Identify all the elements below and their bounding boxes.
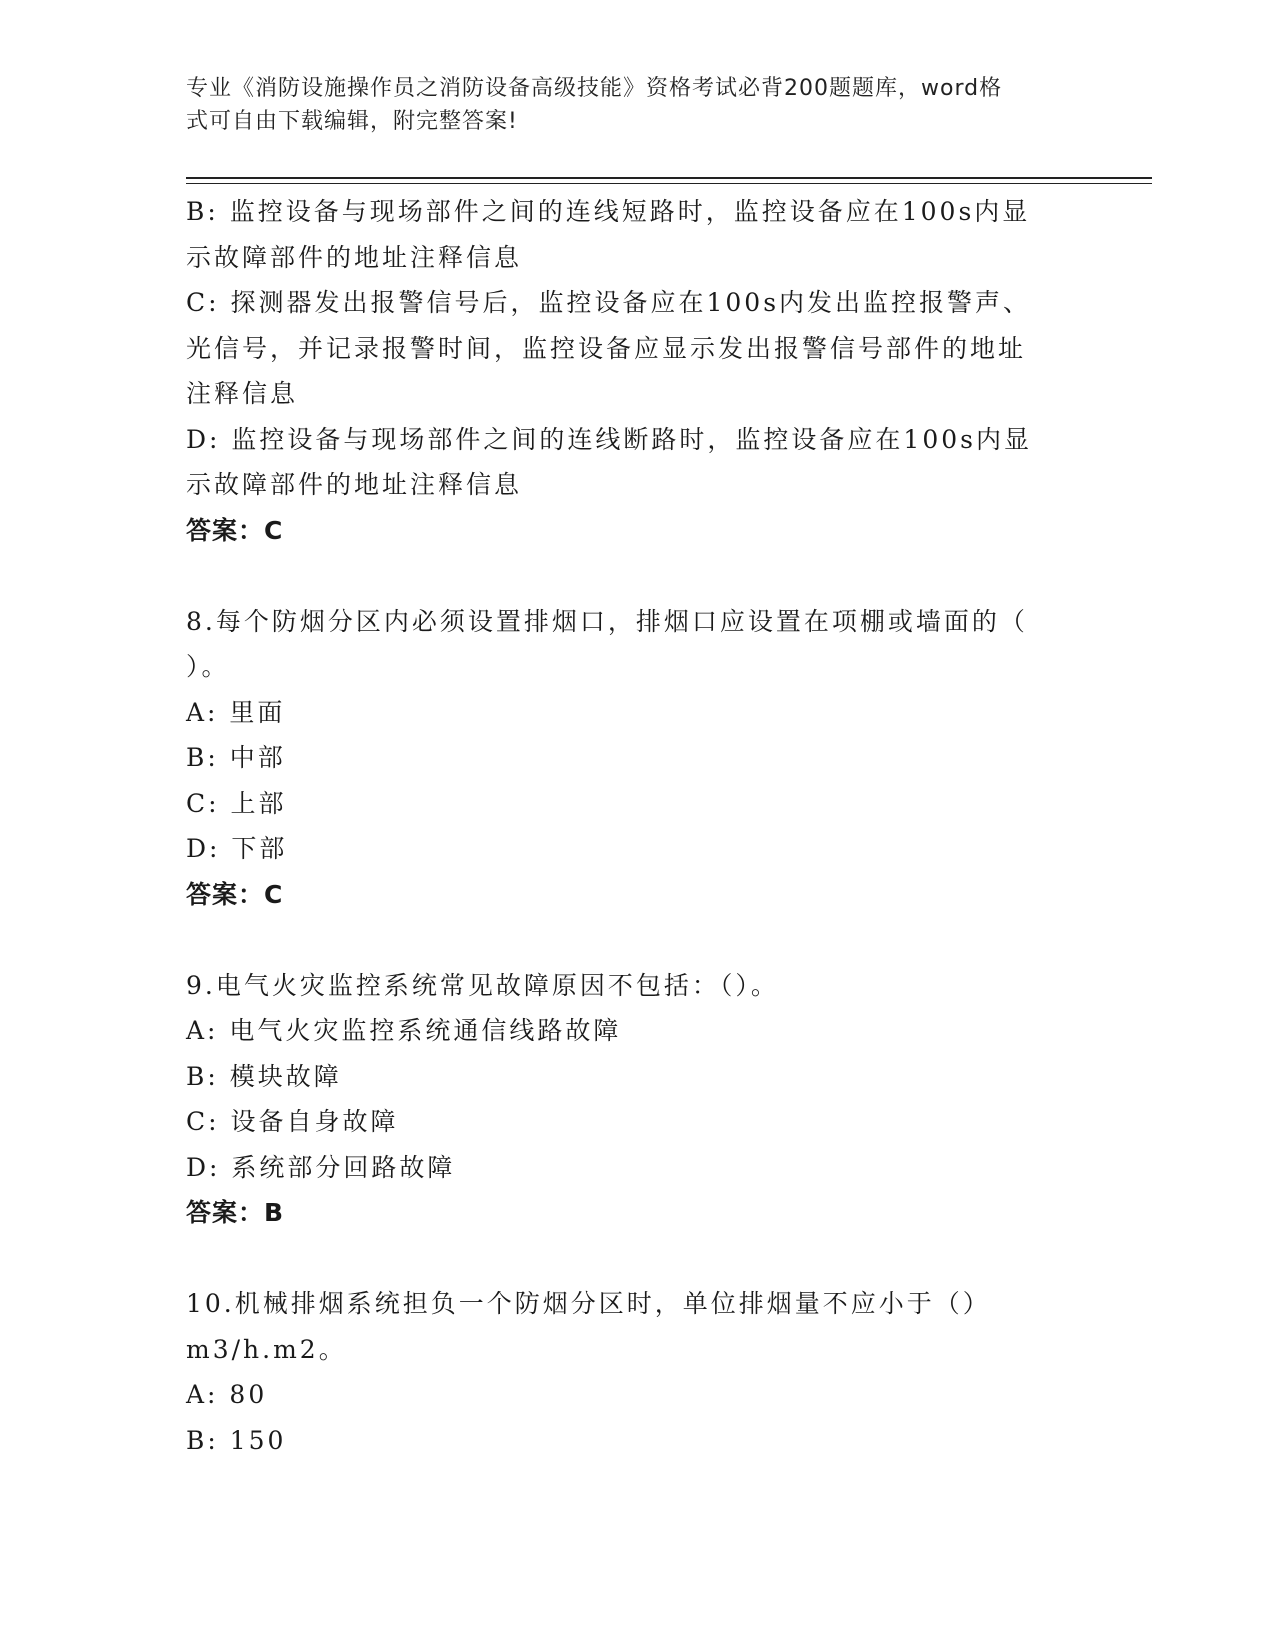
option-a: A: 里面 bbox=[186, 697, 286, 727]
question-10 bbox=[186, 1281, 1066, 1463]
header-divider-thin bbox=[186, 183, 1152, 184]
option-b-continued: 示故障部件的地址注释信息 bbox=[186, 242, 523, 272]
header-divider-thick bbox=[186, 177, 1152, 179]
spacer bbox=[186, 917, 1066, 963]
question-stem-continued: ）。 bbox=[186, 652, 230, 681]
question-stem: 10.机械排烟系统担负一个防烟分区时，单位排烟量不应小于（） bbox=[186, 1289, 991, 1318]
question-stem: 9.电气火灾监控系统常见故障原因不包括：（）。 bbox=[186, 970, 779, 1000]
option-d-continued: 示故障部件的地址注释信息 bbox=[186, 470, 523, 499]
question-7 bbox=[186, 189, 1066, 553]
question-9 bbox=[186, 963, 1066, 1236]
question-list bbox=[186, 189, 1066, 1463]
option-d: D: 监控设备与现场部件之间的连线断路时，监控设备应在100s内显 bbox=[186, 424, 1032, 454]
option-a: A: 电气火灾监控系统通信线路故障 bbox=[186, 1016, 622, 1045]
answer: 答案：C bbox=[186, 515, 284, 545]
option-a: A: 80 bbox=[186, 1380, 268, 1409]
spacer bbox=[186, 1236, 1066, 1282]
header-line-2: 式可自由下载编辑，附完整答案! bbox=[186, 109, 518, 134]
question-stem-continued: m3/h.m2。 bbox=[186, 1334, 347, 1364]
header-line-1: 专业《消防设施操作员之消防设备高级技能》资格考试必背200题题库，word格 bbox=[186, 76, 1003, 101]
option-c-continued: 注释信息 bbox=[186, 379, 299, 408]
option-d: D: 下部 bbox=[186, 834, 288, 863]
option-c: C: 探测器发出报警信号后，监控设备应在100s内发出监控报警声、 bbox=[186, 288, 1032, 317]
question-8 bbox=[186, 599, 1066, 918]
option-b: B: 中部 bbox=[186, 743, 286, 772]
question-stem: 8.每个防烟分区内必须设置排烟口，排烟口应设置在项棚或墙面的（ bbox=[186, 606, 1028, 636]
option-b: B: 150 bbox=[186, 1425, 287, 1455]
option-b: B: 监控设备与现场部件之间的连线短路时，监控设备应在100s内显 bbox=[186, 197, 1031, 226]
answer: 答案：C bbox=[186, 879, 284, 909]
option-c: C: 设备自身故障 bbox=[186, 1107, 399, 1136]
spacer bbox=[186, 553, 1066, 599]
option-b: B: 模块故障 bbox=[186, 1061, 342, 1091]
document-header bbox=[186, 72, 1066, 138]
option-c-continued: 光信号，并记录报警时间，监控设备应显示发出报警信号部件的地址 bbox=[186, 333, 1027, 363]
option-d: D: 系统部分回路故障 bbox=[186, 1152, 456, 1182]
option-c: C: 上部 bbox=[186, 788, 287, 818]
answer: 答案：B bbox=[186, 1198, 285, 1227]
